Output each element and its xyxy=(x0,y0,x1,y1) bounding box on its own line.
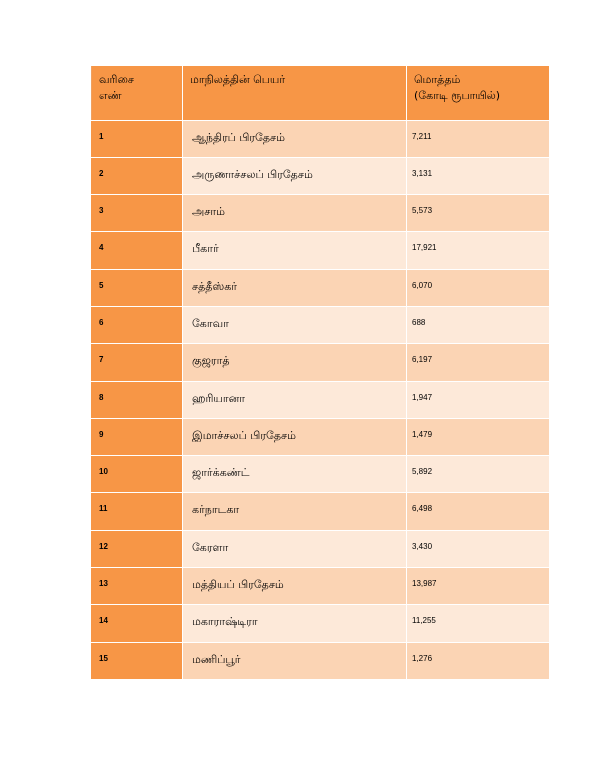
table-row xyxy=(92,381,550,418)
serial-number-cell: 13 xyxy=(92,568,183,605)
header-total-line2: (கோடி ரூபாயில்) xyxy=(414,89,501,102)
state-name-cell: மணிப்பூர் xyxy=(183,642,407,679)
table-row xyxy=(92,456,550,493)
state-name-cell: சத்தீஸ்கர் xyxy=(183,269,407,306)
table-row xyxy=(92,530,550,567)
total-amount-cell: 3,131 xyxy=(407,157,550,194)
state-name-cell: குஜராத் xyxy=(183,344,407,381)
header-total-line1: மொத்தம் xyxy=(414,73,461,86)
table-row xyxy=(92,120,550,157)
state-name-cell: ஹரியானா xyxy=(183,381,407,418)
total-amount-cell: 13,987 xyxy=(407,568,550,605)
table-row xyxy=(92,642,550,679)
header-serial-line2: எண் xyxy=(99,89,122,102)
total-amount-cell: 688 xyxy=(407,306,550,343)
state-name-cell: கேரளா xyxy=(183,530,407,567)
total-amount-cell: 6,498 xyxy=(407,493,550,530)
header-serial-line1: வரிசை xyxy=(99,73,134,86)
state-name-cell: மகாராஷ்டிரா xyxy=(183,605,407,642)
serial-number-cell: 14 xyxy=(92,605,183,642)
table-body xyxy=(92,120,550,679)
state-name-cell: ஆந்திரப் பிரதேசம் xyxy=(183,120,407,157)
serial-number-cell: 9 xyxy=(92,418,183,455)
table-row xyxy=(92,418,550,455)
total-amount-cell: 1,276 xyxy=(407,642,550,679)
total-amount-cell: 5,892 xyxy=(407,456,550,493)
serial-number-cell: 7 xyxy=(92,344,183,381)
header-serial-number xyxy=(92,66,183,120)
table-row xyxy=(92,232,550,269)
total-amount-cell: 7,211 xyxy=(407,120,550,157)
state-name-cell: கோவா xyxy=(183,306,407,343)
state-name-cell: இமாச்சலப் பிரதேசம் xyxy=(183,418,407,455)
header-state-label: மாநிலத்தின் பெயர் xyxy=(190,73,286,86)
total-amount-cell: 1,947 xyxy=(407,381,550,418)
total-amount-cell: 6,070 xyxy=(407,269,550,306)
table-row xyxy=(92,344,550,381)
header-row xyxy=(92,66,550,120)
table-row xyxy=(92,306,550,343)
serial-number-cell: 8 xyxy=(92,381,183,418)
state-name-cell: பீகார் xyxy=(183,232,407,269)
header-state-name xyxy=(183,66,407,120)
serial-number-cell: 3 xyxy=(92,195,183,232)
serial-number-cell: 6 xyxy=(92,306,183,343)
table-row xyxy=(92,493,550,530)
serial-number-cell: 4 xyxy=(92,232,183,269)
table-row xyxy=(92,269,550,306)
header-total xyxy=(407,66,550,120)
serial-number-cell: 10 xyxy=(92,456,183,493)
serial-number-cell: 12 xyxy=(92,530,183,567)
state-totals-table xyxy=(91,66,550,680)
serial-number-cell: 5 xyxy=(92,269,183,306)
serial-number-cell: 11 xyxy=(92,493,183,530)
serial-number-cell: 2 xyxy=(92,157,183,194)
table-row xyxy=(92,157,550,194)
table-header xyxy=(92,66,550,120)
state-name-cell: அசாம் xyxy=(183,195,407,232)
serial-number-cell: 1 xyxy=(92,120,183,157)
serial-number-cell: 15 xyxy=(92,642,183,679)
total-amount-cell: 3,430 xyxy=(407,530,550,567)
total-amount-cell: 1,479 xyxy=(407,418,550,455)
state-name-cell: மத்தியப் பிரதேசம் xyxy=(183,568,407,605)
total-amount-cell: 11,255 xyxy=(407,605,550,642)
total-amount-cell: 5,573 xyxy=(407,195,550,232)
table-row xyxy=(92,195,550,232)
state-name-cell: ஜார்க்கண்ட் xyxy=(183,456,407,493)
table-row xyxy=(92,568,550,605)
total-amount-cell: 6,197 xyxy=(407,344,550,381)
table-row xyxy=(92,605,550,642)
state-name-cell: அருணாச்சலப் பிரதேசம் xyxy=(183,157,407,194)
state-name-cell: கர்நாடகா xyxy=(183,493,407,530)
total-amount-cell: 17,921 xyxy=(407,232,550,269)
